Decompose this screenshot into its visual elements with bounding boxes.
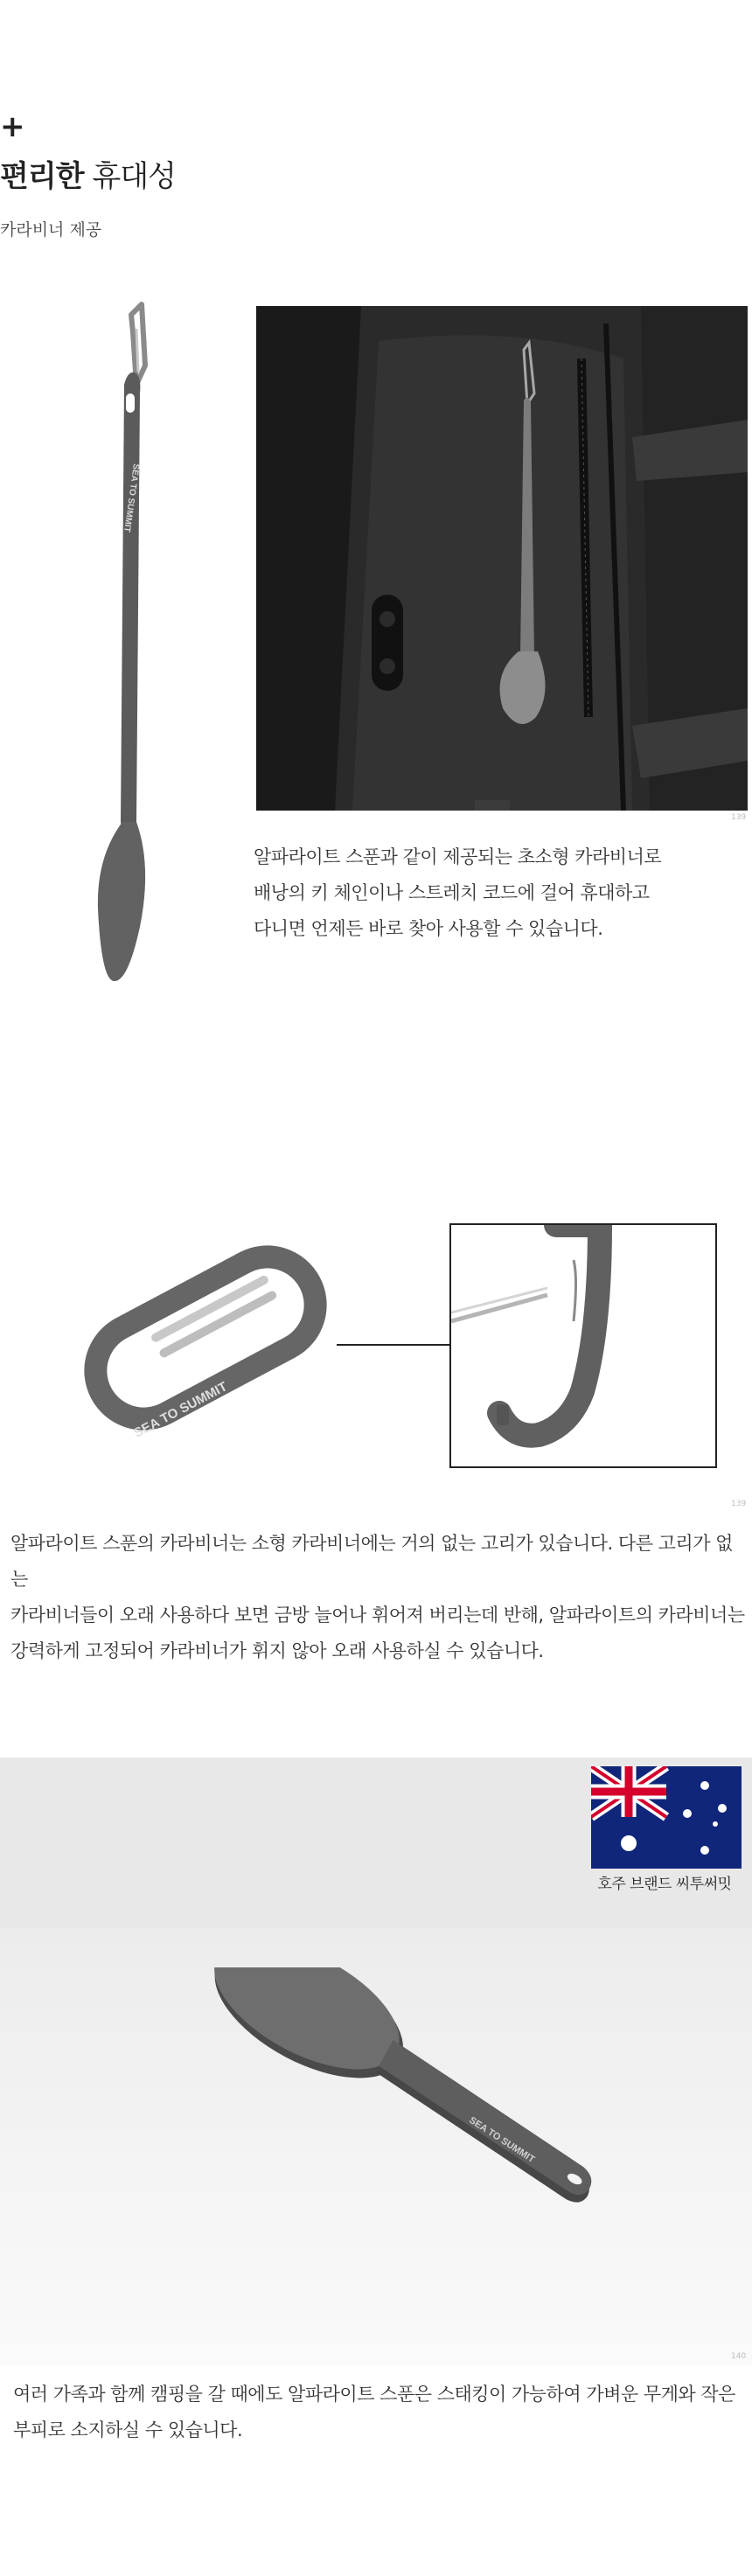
spoon-logo: SEA TO SUMMIT	[467, 2114, 537, 2166]
text-line: 강력하게 고정되어 카라비너가 휘지 않아 오래 사용하실 수 있습니다.	[10, 1640, 544, 1661]
page-title	[0, 159, 176, 195]
connector-line	[337, 1344, 450, 1346]
title-bold: 편리한	[0, 159, 84, 194]
long-spoon-logo: SEA TO SUMMIT	[122, 463, 141, 533]
page-number: 139	[731, 1500, 747, 1508]
australia-flag-icon	[591, 1766, 742, 1869]
page-subtitle: 카라비너 제공	[0, 220, 102, 240]
text-line: 배낭의 키 체인이나 스트레치 코드에 걸어 휴대하고	[254, 882, 650, 903]
section1-description	[254, 839, 708, 947]
text-line: 여러 가족과 함께 캠핑을 갈 때에도 알파라이트 스푼은 스태킹이 가능하여 가벼운 무게와 작은	[13, 2384, 735, 2405]
stacked-spoons-image	[157, 1967, 630, 2335]
carabiner-logo: SEA TO SUMMIT	[131, 1379, 230, 1441]
page-number: 139	[731, 813, 747, 822]
brand-origin-label: 호주 브랜드 씨투써밋	[597, 1876, 732, 1893]
text-line: 알파라이트 스푼의 카라비너는 소형 카라비너에는 거의 없는 고리가 있습니다. 다른 고리가 없는	[10, 1533, 733, 1590]
text-line: 부피로 소지하실 수 있습니다.	[13, 2419, 243, 2440]
text-line: 카라비너들이 오래 사용하다 보면 금방 늘어나 휘어져 버리는데 반해, 알파라이트의 카라비너는	[10, 1605, 745, 1626]
text-line: 다니면 언제든 바로 찾아 사용할 수 있습니다.	[254, 918, 603, 939]
page-number: 140	[731, 2352, 747, 2361]
backpack-photo	[256, 306, 748, 811]
long-spoon-image	[61, 297, 175, 997]
plus-mark: +	[0, 109, 25, 144]
text-line: 알파라이트 스푼과 같이 제공되는 초소형 카라비너로	[254, 846, 662, 867]
title-rest: 휴대성	[83, 159, 176, 194]
section3-description	[13, 2377, 739, 2448]
carabiner-image	[52, 1207, 359, 1469]
section2-description	[10, 1526, 745, 1669]
carabiner-detail-inset	[449, 1223, 717, 1468]
